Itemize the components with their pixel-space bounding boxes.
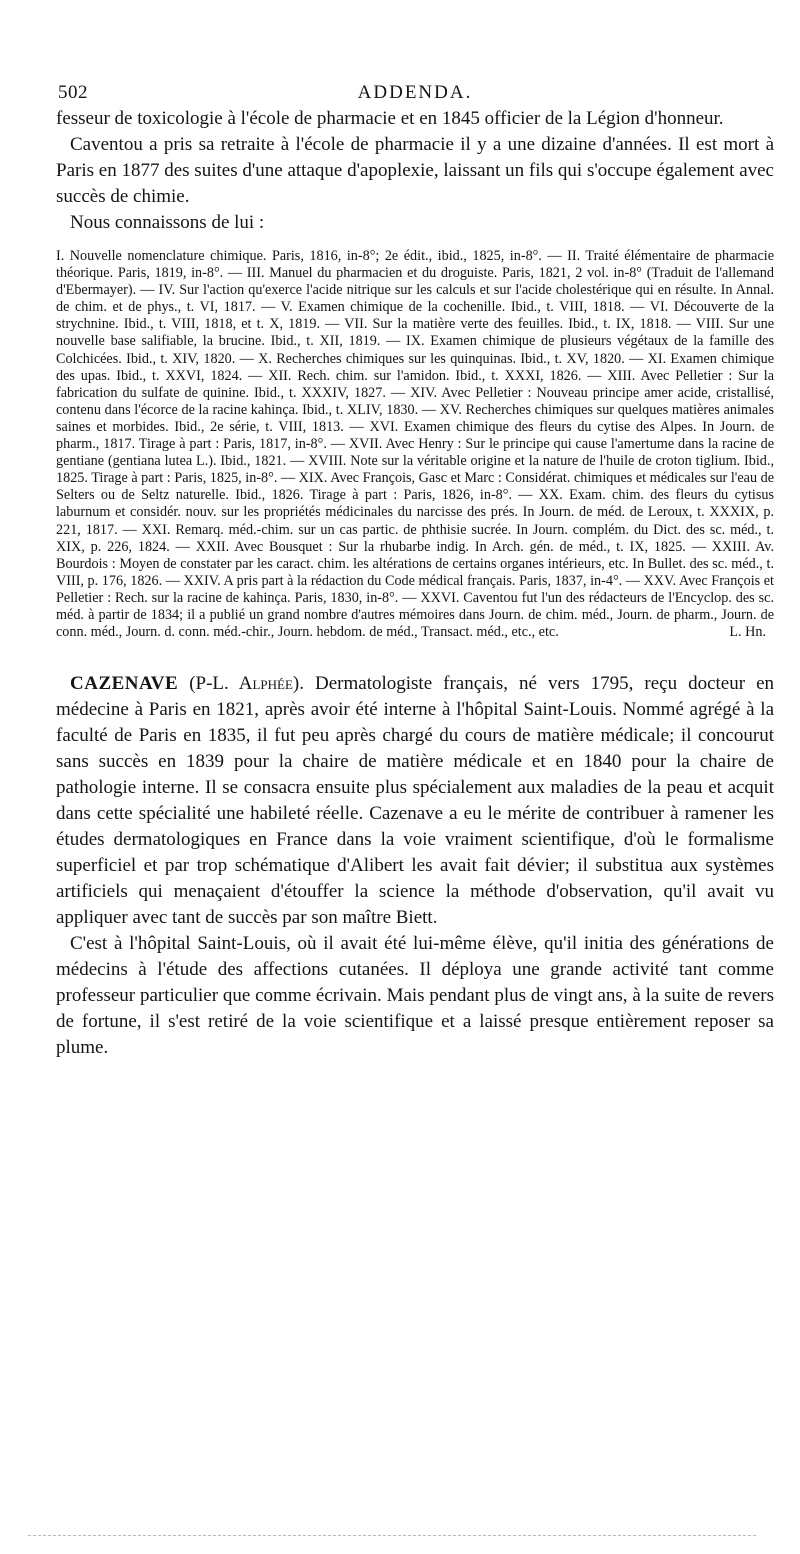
author-signature: L. Hn. <box>729 624 766 641</box>
bibliography-text: I. Nouvelle nomenclature chimique. Paris, 1816, in-8°; 2e édit., ibid., 1825, in-8°. — II. Traité élémentaire de pharmacie théorique. Paris, 1819, in-8°. — III. Manuel du pharmacien et du droguiste. Paris, 1821, 2 vol. in-8° (Traduit de l'allemand d'Ebermayer). — IV. Sur l'action qu'exerce l'acide nitrique sur les calculs et sur l'acide cholestérique qui en résulte. In Annal. de chim. et de phys., t. VI, 1817. — V. Examen chimique de la cochenille. Ibid., t. VIII, 1818. — VI. Découverte de la strychnine. Ibid., t. VIII, 1818, et t. X, 1819. — VII. Sur la matière verte des feuilles. Ibid., t. IX, 1818. — VIII. Sur une nouvelle base salifiable, la brucine. Ibid., t. XII, 1819. — IX. Examen chimique de plusieurs végétaux de la famille des Colchicées. Ibid., t. XIV, 1820. — X. Recherches chimiques sur les quinquinas. Ibid., t. XV, 1820. — XI. Examen chimique des upas. Ibid., t. XXVI, 1824. — XII. Rech. chim. sur l'amidon. Ibid., t. XXXI, 1826. — XIII. Avec Pelletier : Sur la fabrication du sulfate de quinine. Ibid., t. XXXIV, 1827. — XIV. Avec Pelletier : Nouveau principe amer acide, cristallisé, contenu dans l'écorce de la racine kahinça. Ibid., t. XLIV, 1830. — XV. Recherches chimiques sur quelques matières animales saines et morbides. Ibid., 2e série, t. VIII, 1813. — XVI. Examen chimique des fleurs du cytise des Alpes. In Journ. de pharm., 1817. Tirage à part : Paris, 1817, in-8°. — XVII. Avec Henry : Sur le principe qui cause l'amertume dans la racine de gentiane (gentiana lutea L.). Ibid., 1821. — XVIII. Note sur la véritable origine et la nature de l'huile de croton tiglium. Ibid., 1825. Tirage à part : Paris, 1825, in-8°. — XIX. Avec François, Gasc et Marc : Considérat. chimiques et médicales sur l'eau de Selters ou de Seltz naturelle. Ibid., 1826. Tirage à part : Paris, 1826, in-8°. — XX. Exam. chim. des fleurs du cytisus laburnum et considér. nouv. sur les propriétés médicinales du narcisse des prés. In Journ. de méd. de Leroux, t. XXXIX, p. 221, 1817. — XXI. Remarq. méd.-chim. sur un cas partic. de phthisie sucrée. In Journ. complém. du Dict. des sc. méd., t. XIX, p. 226, 1824. — XXII. Avec Bousquet : Sur la rhubarbe indig. In Arch. gén. de méd., t. IX, 1825. — XXIII. Av. Bourdois : Moyen de constater par les caract. chim. les altérations de certains organes intérieurs, etc. In Bullet. des sc. méd., t. VIII, p. 176, 1826. — XXIV. A pris part à la rédaction du Code médical français. Paris, 1837, in-4°. — XXV. Avec François et Pelletier : Rech. sur la racine de kahinça. Paris, 1830, in-8°. — XXVI. Caventou fut l'un des rédacteurs de l'Encyclop. des sc. méd. à partir de 1834; il a publié un grand nombre d'autres mémoires dans Journ. de chim. méd., Journ. de pharm., Journ. de conn. méd., Journ. d. conn. méd.-chir., Journ. hebdom. de méd., Transact. méd., etc., etc. <box>56 248 774 641</box>
entry-paragraph-2: C'est à l'hôpital Saint-Louis, où il avait été lui-même élève, qu'il initia des générations de médecins à l'étude des affections cutanées. Il déploya une grande activité tant comme professeur particulier que comme écrivain. Mais pendant plus de vingt ans, à la suite de revers de fortune, il s'est retiré de la voie scientifique et a laissé presque entièrement reposer sa plume. <box>56 933 774 1059</box>
footer-rule <box>28 1535 756 1536</box>
intro-paragraph-3: Nous connaissons de lui : <box>70 212 265 233</box>
page <box>56 76 774 1061</box>
entry-forenames: (P-L. Alphée). <box>189 673 304 695</box>
bibliography <box>56 248 774 641</box>
intro-paragraph-2: Caventou a pris sa retraite à l'école de pharmacie il y a une dizaine d'années. Il est mort à Paris en 1877 des suites d'une attaque d'apoplexie, laissant un fils qui s'occupe également avec succès de chimie. <box>56 134 774 207</box>
page-header <box>56 76 774 106</box>
intro-paragraph-1: fesseur de toxicologie à l'école de pharmacie et en 1845 officier de la Légion d'honneur. <box>56 108 724 129</box>
page-number: 502 <box>58 82 88 103</box>
dictionary-entry <box>56 671 774 1061</box>
entry-paragraph-1 <box>56 671 774 931</box>
running-title: ADDENDA. <box>357 82 473 103</box>
entry-paragraph-1-text: Dermatologiste français, né vers 1795, reçu docteur en médecine à Paris en 1821, après avoir été interne à l'hôpital Saint-Louis. Nommé agrégé à la faculté de Paris en 1835, il fut peu après chargé du cours de matière médicale; il concourut sans succès en 1839 pour la chaire de matière médicale et en 1840 pour la chaire de pathologie interne. Il se consacra ensuite plus spécialement aux maladies de la peau et acquit dans cette spécialité une habileté réelle. Cazenave a eu le mérite de contribuer à ramener les études dermatologiques en France dans la voie vraiment scientifique, d'où le formalisme superficiel et par trop schématique d'Alibert les avait fait dévier; il substitua aux systèmes artificiels qui menaçaient d'étouffer la science la méthode d'observation, qu'il avait vu appliquer avec tant de succès par son maître Biett. <box>56 673 775 929</box>
entry-headword: CAZENAVE <box>70 673 179 695</box>
